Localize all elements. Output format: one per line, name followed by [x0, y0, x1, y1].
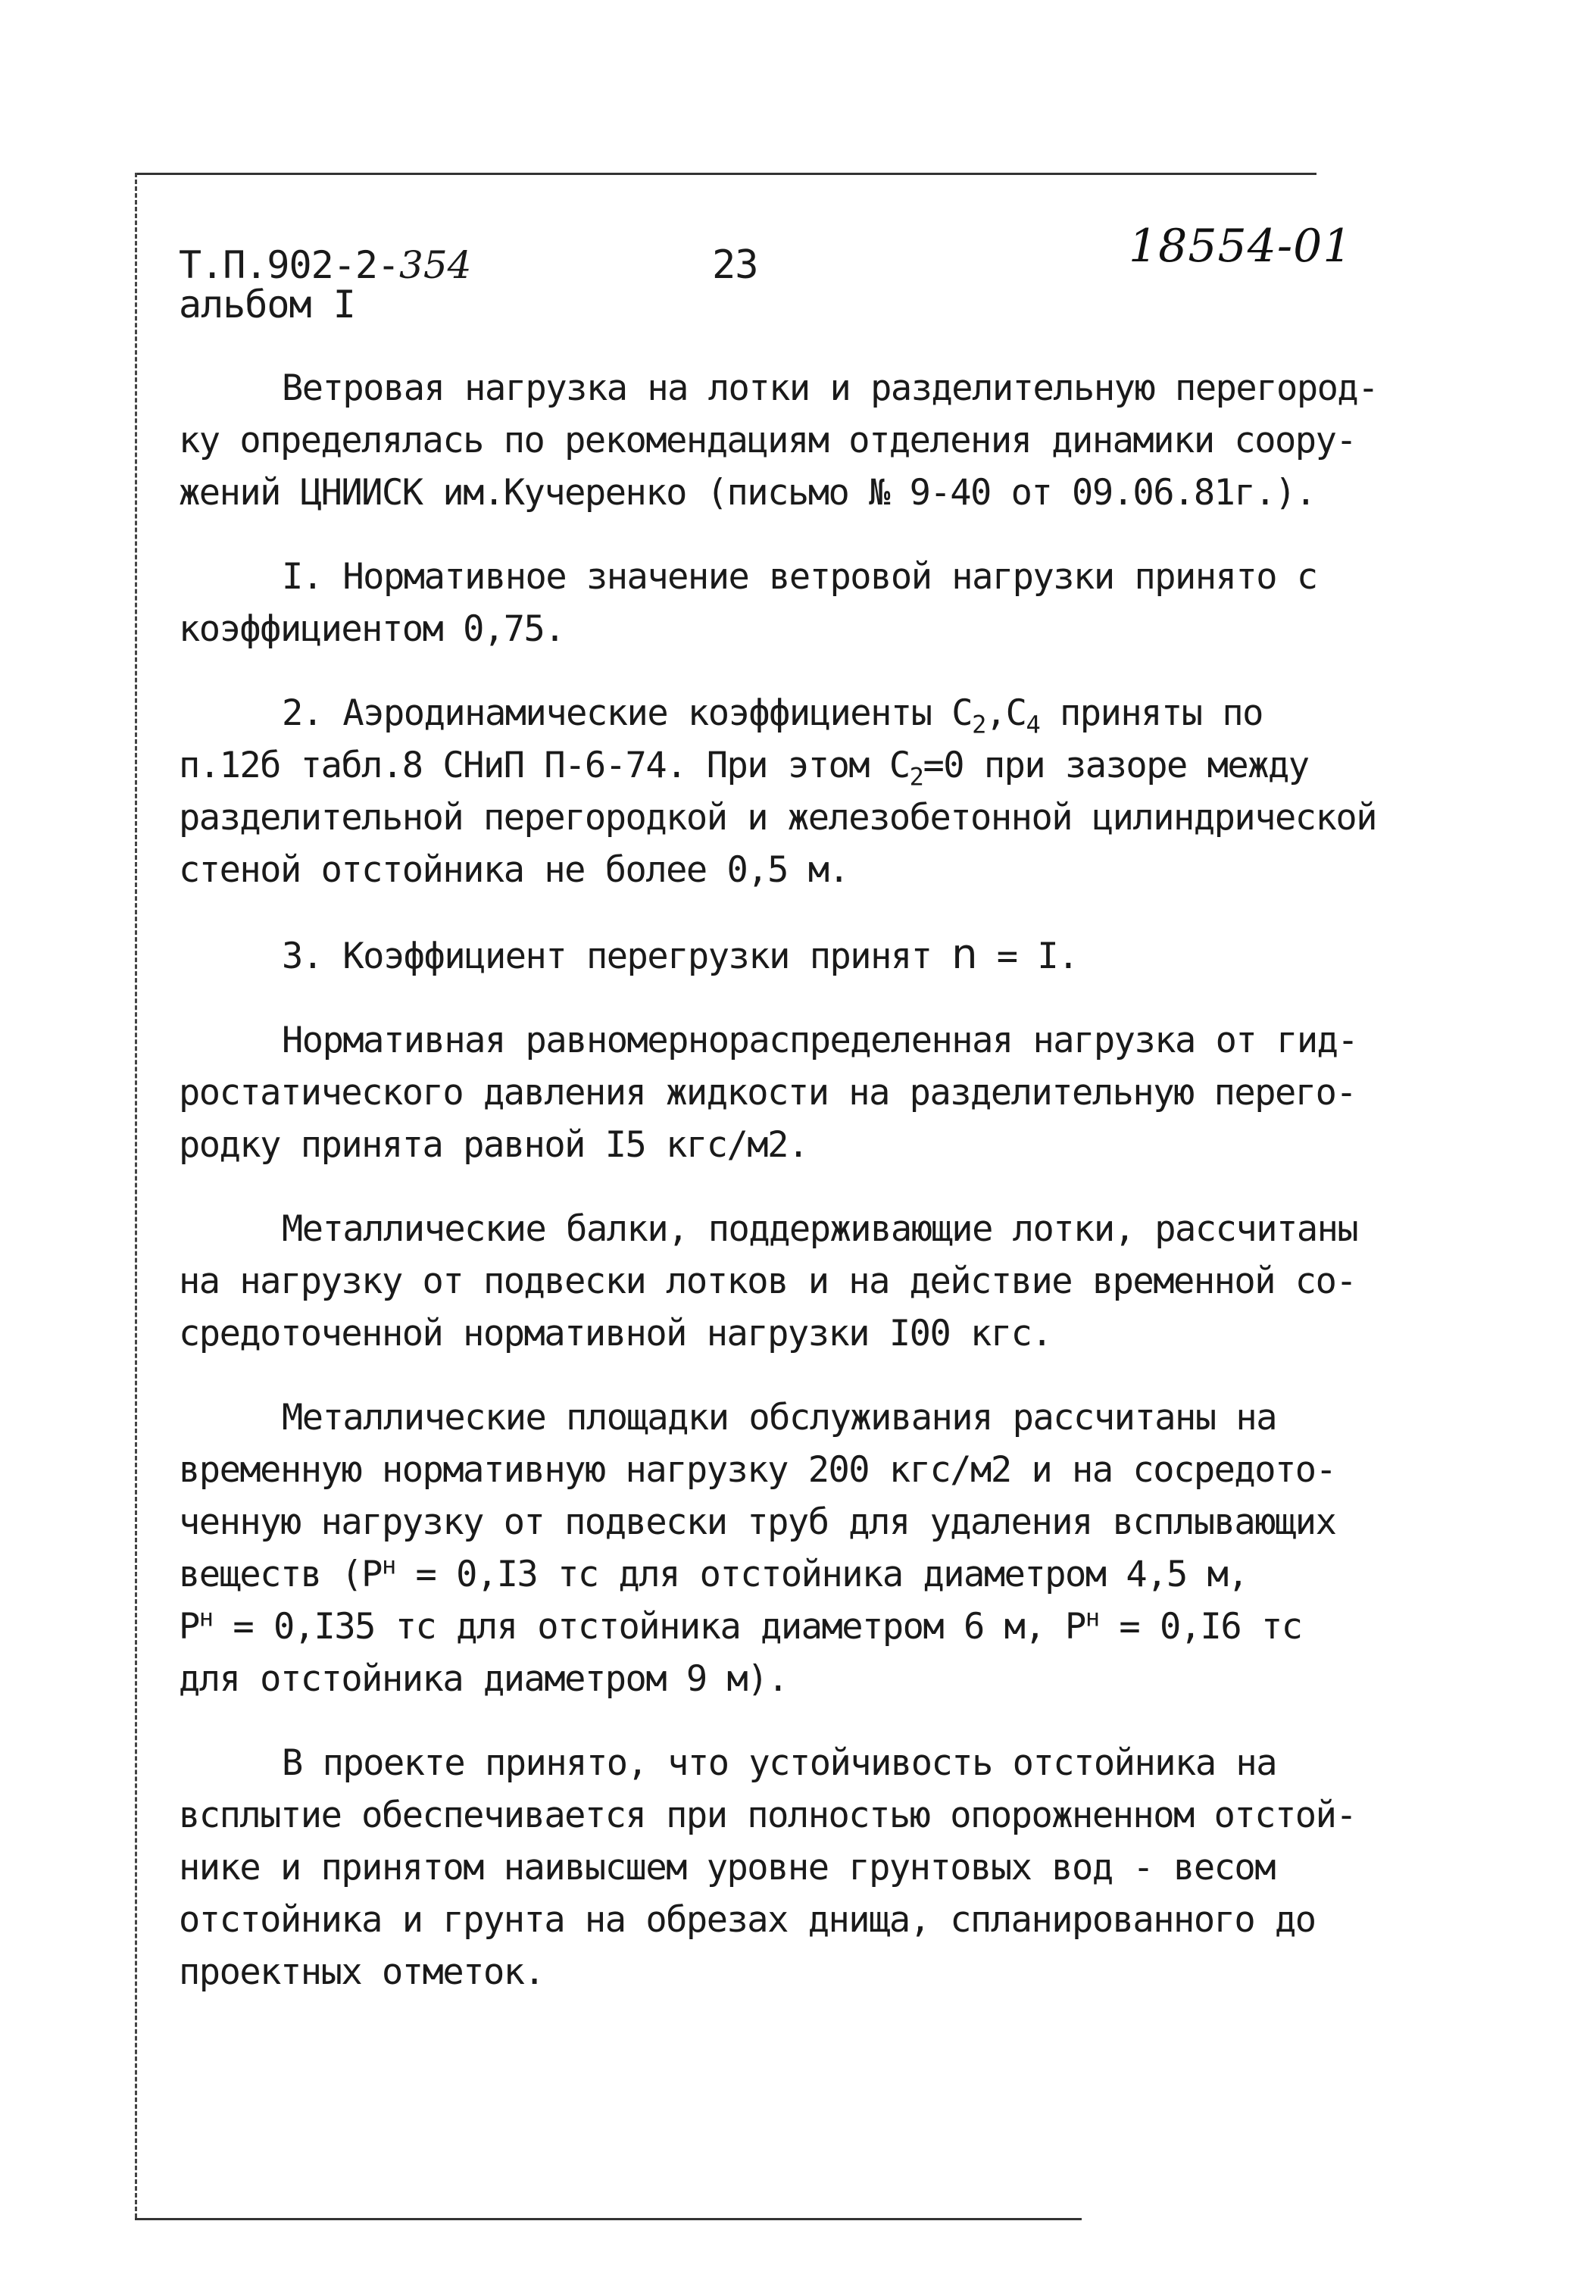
- text-fragment: ,C: [985, 692, 1026, 734]
- text-line: Металлические балки, поддерживающие лотки, рассчитаны: [282, 1208, 1358, 1250]
- subscript: 2: [972, 710, 985, 739]
- doc-code: [179, 244, 471, 286]
- text-fragment: п.12б табл.8 СНиП П-6-74. При этом C: [179, 745, 910, 786]
- frame-top-border: [135, 173, 1316, 175]
- doc-code-handwritten: 354: [399, 243, 472, 287]
- subscript: 2: [909, 762, 923, 792]
- paragraph-item-3: [179, 928, 1466, 982]
- album-label: альбом I: [179, 283, 355, 326]
- text-line: разделительной перегородкой и железобетонной цилиндрической: [179, 797, 1376, 839]
- overload-factor-symbol: n: [951, 930, 977, 978]
- subscript: 4: [1026, 710, 1040, 739]
- text-line: ку определялась по рекомендациям отделения динамики соору-: [179, 420, 1357, 461]
- paragraph-item-2: [179, 687, 1466, 896]
- text-fragment: = 0,I35 тс для отстойника диаметром 6 м, P: [212, 1606, 1085, 1648]
- text-fragment: = I.: [976, 936, 1078, 977]
- text-fragment: = 0,I6 тс: [1098, 1606, 1302, 1648]
- text-line: всплытие обеспечивается при полностью опорожненном отстой-: [179, 1795, 1357, 1836]
- text-line: [179, 1601, 1466, 1653]
- frame-left-border: [135, 173, 137, 2218]
- text-line: проектных отметок.: [179, 1951, 545, 1993]
- text-fragment: 2. Аэродинамические коэффициенты C: [282, 692, 973, 734]
- text-fragment: P: [179, 1606, 199, 1648]
- text-line: нике и принятом наивысшем уровне грунтовых вод - весом: [179, 1847, 1276, 1888]
- superscript: н: [198, 1603, 213, 1632]
- text-fragment: = 0,I3 тс для отстойника диаметром 4,5 м,: [395, 1554, 1248, 1595]
- text-fragment: 3. Коэффициент перегрузки принят: [282, 936, 952, 977]
- text-line: [179, 687, 1466, 739]
- text-line: стеной отстойника не более 0,5 м.: [179, 849, 849, 891]
- text-line: средоточенной нормативной нагрузки I00 кгс.: [179, 1313, 1052, 1354]
- text-line: В проекте принято, что устойчивость отстойника на: [282, 1742, 1277, 1784]
- text-line: для отстойника диаметром 9 м).: [179, 1658, 788, 1700]
- text-line: ченную нагрузку от подвески труб для удаления всплывающих: [179, 1501, 1336, 1543]
- paragraph-wind-load: [179, 362, 1466, 519]
- text-line: Нормативная равномернораспределенная нагрузка от гид-: [282, 1020, 1358, 1061]
- doc-code-typed: Т.П.902-2-: [179, 243, 400, 287]
- superscript: н: [381, 1551, 395, 1580]
- paragraph-buoyancy: [179, 1737, 1466, 1998]
- text-line: ростатического давления жидкости на разделительную перего-: [179, 1072, 1357, 1114]
- page-number: 23: [712, 242, 758, 288]
- text-line: на нагрузку от подвески лотков и на действие временной со-: [179, 1260, 1357, 1302]
- document-body: [179, 362, 1466, 2030]
- text-fragment: веществ (P: [179, 1554, 382, 1595]
- superscript: н: [1085, 1603, 1099, 1632]
- frame-top-dash: [1173, 173, 1203, 175]
- paragraph-hydrostatic: [179, 1014, 1466, 1171]
- text-line: жений ЦНИИСК им.Кучеренко (письмо № 9-40 от 09.06.81г.).: [179, 472, 1316, 514]
- frame-top-dash: [1226, 173, 1263, 175]
- text-line: [179, 1548, 1466, 1601]
- text-line: отстойника и грунта на обрезах днища, спланированного до: [179, 1899, 1316, 1941]
- text-line: I. Нормативное значение ветровой нагрузки принято с: [282, 556, 1317, 598]
- text-line: коэффициентом 0,75.: [179, 608, 565, 650]
- text-line: временную нормативную нагрузку 200 кгс/м2 и на сосредото-: [179, 1449, 1336, 1491]
- paragraph-beams: [179, 1203, 1466, 1360]
- text-line: Ветровая нагрузка на лотки и разделительную перегород-: [282, 367, 1379, 409]
- text-line: [179, 928, 1466, 982]
- text-line: Металлические площадки обслуживания рассчитаны на: [282, 1397, 1277, 1439]
- frame-top-dash: [1286, 173, 1316, 175]
- frame-bottom-border: [135, 2218, 1082, 2220]
- text-line: [179, 739, 1466, 792]
- inventory-number: 18554-01: [1129, 220, 1353, 273]
- paragraph-item-1: [179, 551, 1466, 655]
- paragraph-platforms: [179, 1392, 1466, 1705]
- text-fragment: =0 при зазоре между: [923, 745, 1309, 786]
- text-line: родку принята равной I5 кгс/м2.: [179, 1124, 808, 1166]
- text-fragment: приняты по: [1039, 692, 1263, 734]
